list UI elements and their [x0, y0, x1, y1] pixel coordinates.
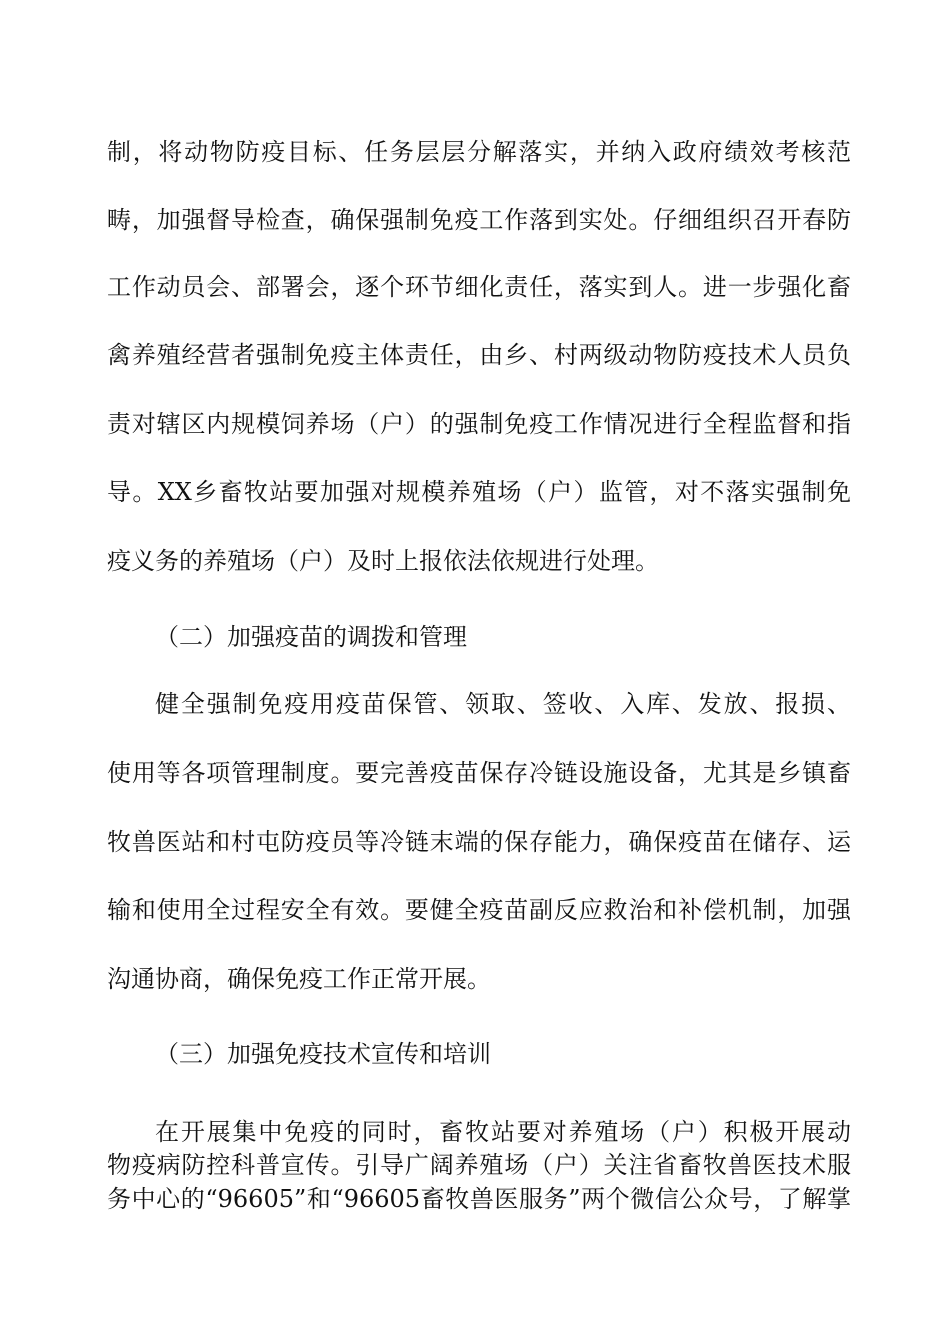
body-text-line: 健全强制免疫用疫苗保管、领取、签收、入库、发放、报损、	[155, 690, 851, 718]
body-text-line: 输和使用全过程安全有效。要健全疫苗副反应救治和补偿机制，加强	[107, 896, 851, 924]
body-text-line: 导。XX乡畜牧站要加强对规模养殖场（户）监管，对不落实强制免	[107, 478, 851, 506]
body-text-line: 务中心的“96605”和“96605畜牧兽医服务”两个微信公众号，了解掌	[107, 1185, 851, 1213]
body-text-line: 疫义务的养殖场（户）及时上报依法依规进行处理。	[107, 547, 659, 575]
section-heading-2: （二）加强疫苗的调拨和管理	[155, 623, 467, 651]
section-heading-3: （三）加强免疫技术宣传和培训	[155, 1040, 491, 1068]
body-text-line: 制，将动物防疫目标、任务层层分解落实，并纳入政府绩效考核范	[107, 138, 851, 166]
body-text-line: 牧兽医站和村屯防疫员等冷链末端的保存能力，确保疫苗在储存、运	[107, 828, 851, 856]
body-text-line: 工作动员会、部署会，逐个环节细化责任，落实到人。进一步强化畜	[107, 273, 851, 301]
body-text-line: 物疫病防控科普宣传。引导广阔养殖场（户）关注省畜牧兽医技术服	[107, 1151, 851, 1179]
body-text-line: 使用等各项管理制度。要完善疫苗保存冷链设施设备，尤其是乡镇畜	[107, 759, 851, 787]
body-text-line: 沟通协商，确保免疫工作正常开展。	[107, 965, 491, 993]
body-text-line: 畴，加强督导检查，确保强制免疫工作落到实处。仔细组织召开春防	[107, 206, 851, 234]
body-text-line: 禽养殖经营者强制免疫主体责任，由乡、村两级动物防疫技术人员负	[107, 341, 851, 369]
body-text-line: 在开展集中免疫的同时，畜牧站要对养殖场（户）积极开展动	[155, 1118, 851, 1146]
body-text-line: 责对辖区内规模饲养场（户）的强制免疫工作情况进行全程监督和指	[107, 410, 851, 438]
